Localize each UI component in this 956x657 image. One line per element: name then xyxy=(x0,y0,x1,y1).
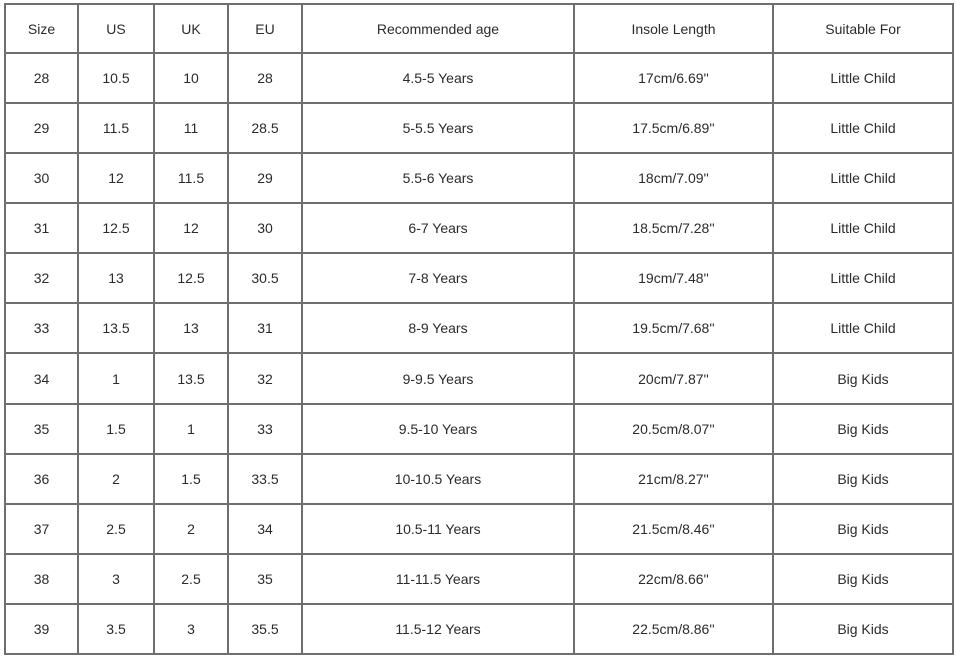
cell-insole-length: 18.5cm/7.28'' xyxy=(574,203,773,253)
cell-insole-length: 20cm/7.87'' xyxy=(574,353,773,403)
cell-suitable-for: Big Kids xyxy=(773,504,953,554)
cell-suitable-for: Big Kids xyxy=(773,353,953,403)
cell-uk: 12 xyxy=(154,203,228,253)
cell-recommended-age: 10-10.5 Years xyxy=(302,454,574,504)
cell-insole-length: 21.5cm/8.46'' xyxy=(574,504,773,554)
cell-eu: 30 xyxy=(228,203,302,253)
cell-uk: 1 xyxy=(154,404,228,454)
cell-uk: 2.5 xyxy=(154,554,228,604)
cell-insole-length: 22.5cm/8.86'' xyxy=(574,604,773,654)
cell-uk: 10 xyxy=(154,53,228,103)
cell-us: 12.5 xyxy=(78,203,154,253)
cell-insole-length: 22cm/8.66'' xyxy=(574,554,773,604)
cell-recommended-age: 4.5-5 Years xyxy=(302,53,574,103)
cell-uk: 3 xyxy=(154,604,228,654)
cell-size: 38 xyxy=(5,554,78,604)
header-eu: EU xyxy=(228,4,302,53)
cell-us: 10.5 xyxy=(78,53,154,103)
cell-suitable-for: Big Kids xyxy=(773,554,953,604)
cell-suitable-for: Little Child xyxy=(773,203,953,253)
cell-uk: 12.5 xyxy=(154,253,228,303)
cell-size: 28 xyxy=(5,53,78,103)
cell-uk: 11 xyxy=(154,103,228,153)
cell-size: 35 xyxy=(5,404,78,454)
cell-us: 2.5 xyxy=(78,504,154,554)
header-suitable-for: Suitable For xyxy=(773,4,953,53)
cell-insole-length: 19cm/7.48'' xyxy=(574,253,773,303)
cell-size: 39 xyxy=(5,604,78,654)
cell-uk: 13.5 xyxy=(154,353,228,403)
table-row xyxy=(5,504,953,554)
cell-suitable-for: Little Child xyxy=(773,303,953,353)
cell-recommended-age: 10.5-11 Years xyxy=(302,504,574,554)
cell-eu: 32 xyxy=(228,353,302,403)
cell-us: 13 xyxy=(78,253,154,303)
cell-uk: 13 xyxy=(154,303,228,353)
cell-insole-length: 20.5cm/8.07'' xyxy=(574,404,773,454)
table-row xyxy=(5,303,953,353)
table-row xyxy=(5,153,953,203)
cell-insole-length: 19.5cm/7.68'' xyxy=(574,303,773,353)
cell-suitable-for: Big Kids xyxy=(773,404,953,454)
cell-eu: 33.5 xyxy=(228,454,302,504)
cell-eu: 33 xyxy=(228,404,302,454)
cell-uk: 2 xyxy=(154,504,228,554)
cell-eu: 30.5 xyxy=(228,253,302,303)
table-row xyxy=(5,554,953,604)
cell-eu: 35.5 xyxy=(228,604,302,654)
cell-eu: 31 xyxy=(228,303,302,353)
header-us: US xyxy=(78,4,154,53)
cell-recommended-age: 11-11.5 Years xyxy=(302,554,574,604)
cell-eu: 29 xyxy=(228,153,302,203)
table-row xyxy=(5,454,953,504)
table-row xyxy=(5,404,953,454)
cell-uk: 11.5 xyxy=(154,153,228,203)
size-chart-container xyxy=(4,3,952,655)
cell-us: 12 xyxy=(78,153,154,203)
cell-recommended-age: 5-5.5 Years xyxy=(302,103,574,153)
cell-size: 37 xyxy=(5,504,78,554)
cell-uk: 1.5 xyxy=(154,454,228,504)
cell-suitable-for: Big Kids xyxy=(773,604,953,654)
cell-insole-length: 18cm/7.09'' xyxy=(574,153,773,203)
table-row xyxy=(5,203,953,253)
cell-suitable-for: Little Child xyxy=(773,253,953,303)
cell-size: 29 xyxy=(5,103,78,153)
cell-us: 3.5 xyxy=(78,604,154,654)
cell-recommended-age: 9.5-10 Years xyxy=(302,404,574,454)
cell-suitable-for: Big Kids xyxy=(773,454,953,504)
cell-size: 33 xyxy=(5,303,78,353)
header-size: Size xyxy=(5,4,78,53)
cell-eu: 35 xyxy=(228,554,302,604)
table-row xyxy=(5,53,953,103)
cell-suitable-for: Little Child xyxy=(773,103,953,153)
cell-eu: 34 xyxy=(228,504,302,554)
cell-us: 1 xyxy=(78,353,154,403)
table-row xyxy=(5,353,953,403)
cell-suitable-for: Little Child xyxy=(773,53,953,103)
table-row xyxy=(5,253,953,303)
size-chart-table xyxy=(4,3,954,655)
cell-us: 13.5 xyxy=(78,303,154,353)
cell-insole-length: 17.5cm/6.89'' xyxy=(574,103,773,153)
cell-eu: 28 xyxy=(228,53,302,103)
cell-size: 30 xyxy=(5,153,78,203)
cell-size: 32 xyxy=(5,253,78,303)
cell-us: 1.5 xyxy=(78,404,154,454)
cell-size: 36 xyxy=(5,454,78,504)
cell-recommended-age: 11.5-12 Years xyxy=(302,604,574,654)
header-recommended-age: Recommended age xyxy=(302,4,574,53)
table-body xyxy=(5,53,953,654)
cell-recommended-age: 5.5-6 Years xyxy=(302,153,574,203)
cell-us: 3 xyxy=(78,554,154,604)
cell-insole-length: 17cm/6.69'' xyxy=(574,53,773,103)
cell-recommended-age: 7-8 Years xyxy=(302,253,574,303)
cell-suitable-for: Little Child xyxy=(773,153,953,203)
table-row xyxy=(5,604,953,654)
header-insole-length: Insole Length xyxy=(574,4,773,53)
cell-eu: 28.5 xyxy=(228,103,302,153)
cell-recommended-age: 6-7 Years xyxy=(302,203,574,253)
header-uk: UK xyxy=(154,4,228,53)
cell-size: 31 xyxy=(5,203,78,253)
cell-us: 2 xyxy=(78,454,154,504)
header-row xyxy=(5,4,953,53)
cell-size: 34 xyxy=(5,353,78,403)
table-row xyxy=(5,103,953,153)
cell-recommended-age: 9-9.5 Years xyxy=(302,353,574,403)
cell-insole-length: 21cm/8.27'' xyxy=(574,454,773,504)
cell-recommended-age: 8-9 Years xyxy=(302,303,574,353)
cell-us: 11.5 xyxy=(78,103,154,153)
